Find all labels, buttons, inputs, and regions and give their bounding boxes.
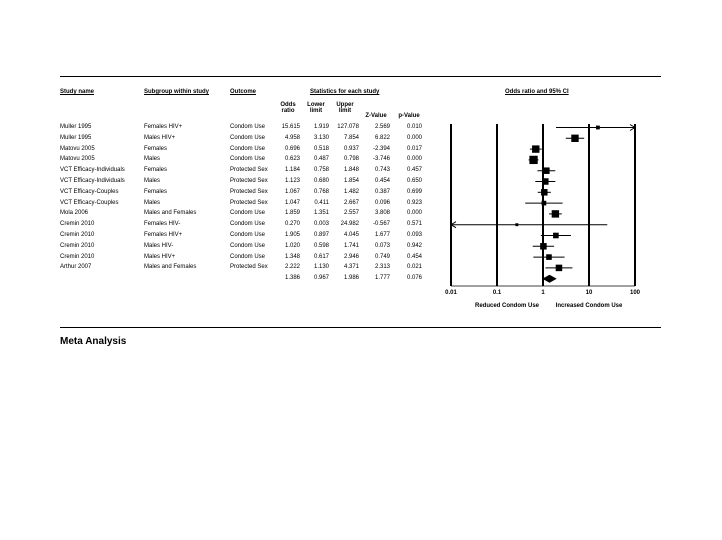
cell-upper-limit: 127.078 <box>337 124 359 130</box>
cell-lower-limit: 0.897 <box>313 232 329 238</box>
cell-study: Cremin 2010 <box>60 242 95 249</box>
point-marker <box>543 167 550 174</box>
cell-z-value: 3.808 <box>374 210 390 217</box>
cell-z-value: 0.749 <box>374 253 390 260</box>
forest-plot <box>440 118 660 313</box>
cell-z-value: 0.454 <box>374 178 390 184</box>
cell-odds-ratio: 1.184 <box>284 167 300 174</box>
cell-p-value: 0.699 <box>406 188 422 195</box>
cell-z-value: -0.567 <box>372 221 390 228</box>
cell-upper-limit: 4.045 <box>343 232 359 238</box>
cell-p-value: 0.076 <box>406 275 422 282</box>
header-subgroup: Subgroup within study <box>144 89 209 95</box>
cell-study: VCT Efficacy-Couples <box>60 188 119 195</box>
cell-z-value: 6.822 <box>374 134 390 141</box>
cell-lower-limit: 3.130 <box>313 134 329 141</box>
cell-p-value: 0.457 <box>406 167 422 174</box>
cell-outcome: Condom Use <box>230 134 266 141</box>
cell-subgroup: Females <box>144 167 168 174</box>
cell-p-value: 0.923 <box>406 199 422 206</box>
x-tick-label: 0.1 <box>492 290 502 296</box>
cell-study: Mola 2006 <box>60 210 89 217</box>
top-rule <box>60 76 661 77</box>
cell-lower-limit: 0.598 <box>313 242 329 249</box>
cell-subgroup: Males <box>144 178 161 184</box>
subheader-lower-limit: Lower limit <box>307 102 325 114</box>
cell-upper-limit: 0.937 <box>343 145 359 152</box>
cell-outcome: Protected Sex <box>230 167 268 174</box>
subheader-upper-limit: Upper limit <box>336 102 354 114</box>
cell-lower-limit: 1.130 <box>313 264 329 271</box>
cell-study: Cremin 2010 <box>60 253 95 260</box>
cell-odds-ratio: 0.270 <box>284 221 300 228</box>
cell-study: VCT Efficacy-Individuals <box>60 178 125 184</box>
point-marker <box>571 135 578 142</box>
cell-p-value: 0.017 <box>406 145 422 152</box>
cell-upper-limit: 2.667 <box>343 199 359 206</box>
cell-odds-ratio: 1.348 <box>284 253 300 260</box>
cell-lower-limit: 1.351 <box>313 210 329 217</box>
cell-upper-limit: 4.371 <box>343 264 359 271</box>
cell-z-value: 0.387 <box>374 188 390 195</box>
cell-outcome: Condom Use <box>230 253 266 260</box>
subheader-p-value: p-Value <box>398 113 420 119</box>
header-outcome: Outcome <box>230 89 257 95</box>
cell-odds-ratio: 2.222 <box>284 264 300 271</box>
cell-lower-limit: 0.680 <box>313 178 329 184</box>
point-marker <box>541 189 548 196</box>
point-marker <box>529 156 537 164</box>
cell-z-value: -2.394 <box>372 145 390 152</box>
cell-subgroup: Males HIV- <box>144 242 174 249</box>
point-marker <box>596 126 600 130</box>
cell-p-value: 0.000 <box>406 134 422 141</box>
cell-lower-limit: 0.411 <box>314 199 329 206</box>
cell-upper-limit: 1.741 <box>343 242 359 249</box>
cell-upper-limit: 1.986 <box>343 275 359 282</box>
cell-subgroup: Males and Females <box>144 264 197 271</box>
x-tick-label: 100 <box>629 290 641 296</box>
cell-outcome: Protected Sex <box>230 188 268 195</box>
point-marker <box>546 254 552 260</box>
cell-outcome: Condom Use <box>230 124 266 130</box>
cell-study: Matovu 2005 <box>60 156 95 163</box>
cell-odds-ratio: 1.067 <box>284 188 300 195</box>
cell-subgroup: Females HIV+ <box>144 124 183 130</box>
cell-p-value: 0.000 <box>406 156 422 163</box>
cell-subgroup: Females <box>144 145 168 152</box>
cell-z-value: 0.096 <box>374 199 390 206</box>
cell-subgroup: Males <box>144 199 161 206</box>
label-reduced: Reduced Condom Use <box>474 303 540 309</box>
cell-study: Arthur 2007 <box>60 264 92 271</box>
x-tick-label: 0.01 <box>445 290 457 296</box>
x-tick-label: 1 <box>541 290 545 296</box>
cell-p-value: 0.000 <box>406 210 422 217</box>
cell-study: Cremin 2010 <box>60 221 95 228</box>
cell-study: VCT Efficacy-Individuals <box>60 167 125 174</box>
cell-odds-ratio: 1.859 <box>284 210 300 217</box>
cell-z-value: 0.743 <box>374 167 390 174</box>
cell-upper-limit: 1.848 <box>343 167 359 174</box>
cell-study: VCT Efficacy-Couples <box>60 199 119 206</box>
cell-study: Muller 1995 <box>60 124 92 130</box>
cell-p-value: 0.571 <box>406 221 422 228</box>
header-study-name: Study name <box>60 89 95 95</box>
cell-lower-limit: 0.967 <box>313 275 329 282</box>
cell-lower-limit: 0.768 <box>313 188 329 195</box>
cell-outcome: Condom Use <box>230 145 266 152</box>
cell-lower-limit: 0.758 <box>313 167 329 174</box>
cell-subgroup: Males and Females <box>144 210 197 217</box>
cell-z-value: 2.313 <box>374 264 390 271</box>
subheader-odds-ratio: Odds ratio <box>280 102 296 114</box>
cell-study: Cremin 2010 <box>60 232 95 238</box>
cell-lower-limit: 1.919 <box>313 124 329 130</box>
cell-upper-limit: 2.557 <box>343 210 359 217</box>
cell-lower-limit: 0.487 <box>313 156 329 163</box>
cell-subgroup: Males HIV+ <box>144 253 176 260</box>
x-tick-label: 10 <box>585 290 593 296</box>
subheader-z-value: Z-Value <box>365 113 387 119</box>
header-plot: Odds ratio and 95% CI <box>505 89 569 95</box>
point-marker <box>552 210 559 217</box>
cell-odds-ratio: 1.047 <box>284 199 300 206</box>
cell-odds-ratio: 4.958 <box>284 134 300 141</box>
cell-outcome: Condom Use <box>230 221 266 228</box>
label-increased: Increased Condom Use <box>555 303 623 309</box>
cell-p-value: 0.650 <box>406 178 422 184</box>
cell-odds-ratio: 15.615 <box>281 124 300 130</box>
point-marker <box>556 265 563 272</box>
cell-lower-limit: 0.617 <box>313 253 329 260</box>
cell-z-value: -3.746 <box>372 156 390 163</box>
cell-outcome: Condom Use <box>230 210 266 217</box>
cell-subgroup: Males <box>144 156 161 163</box>
cell-outcome: Condom Use <box>230 242 266 249</box>
cell-outcome: Protected Sex <box>230 178 268 184</box>
cell-study: Matovu 2005 <box>60 145 95 152</box>
point-marker <box>532 145 539 152</box>
cell-odds-ratio: 1.386 <box>284 275 300 282</box>
cell-outcome: Condom Use <box>230 156 266 163</box>
cell-upper-limit: 1.482 <box>343 188 359 195</box>
cell-z-value: 1.777 <box>374 275 390 282</box>
cell-upper-limit: 2.946 <box>343 253 359 260</box>
point-marker <box>515 223 518 226</box>
cell-subgroup: Females <box>144 188 168 195</box>
cell-z-value: 2.569 <box>374 124 390 130</box>
cell-upper-limit: 24.982 <box>340 221 359 228</box>
cell-upper-limit: 7.854 <box>343 134 359 141</box>
cell-p-value: 0.454 <box>406 253 422 260</box>
cell-upper-limit: 0.798 <box>343 156 359 163</box>
cell-odds-ratio: 0.623 <box>284 156 300 163</box>
cell-odds-ratio: 1.123 <box>284 178 300 184</box>
cell-p-value: 0.942 <box>406 242 422 249</box>
cell-study: Muller 1995 <box>60 134 92 141</box>
cell-odds-ratio: 1.905 <box>284 232 300 238</box>
cell-outcome: Protected Sex <box>230 264 268 271</box>
cell-lower-limit: 0.518 <box>313 145 329 152</box>
cell-outcome: Protected Sex <box>230 199 268 206</box>
point-marker <box>542 178 549 185</box>
cell-outcome: Condom Use <box>230 232 266 238</box>
header-stats: Statistics for each study <box>310 89 380 95</box>
cell-z-value: 1.677 <box>374 232 390 238</box>
cell-subgroup: Females HIV+ <box>144 232 183 238</box>
cell-p-value: 0.010 <box>406 124 422 130</box>
cell-lower-limit: 0.003 <box>313 221 329 228</box>
cell-p-value: 0.021 <box>406 264 422 271</box>
cell-odds-ratio: 1.020 <box>284 242 300 249</box>
bottom-rule <box>60 327 661 328</box>
page-title: Meta Analysis <box>60 336 127 347</box>
cell-z-value: 0.073 <box>374 242 390 249</box>
cell-subgroup: Males HIV+ <box>144 134 176 141</box>
cell-upper-limit: 1.854 <box>343 178 359 184</box>
point-marker <box>553 233 559 239</box>
cell-odds-ratio: 0.696 <box>284 145 300 152</box>
point-marker <box>540 243 547 250</box>
cell-subgroup: Females HIV- <box>144 221 181 228</box>
cell-p-value: 0.093 <box>406 232 422 238</box>
summary-diamond <box>542 275 556 283</box>
point-marker <box>542 201 547 206</box>
